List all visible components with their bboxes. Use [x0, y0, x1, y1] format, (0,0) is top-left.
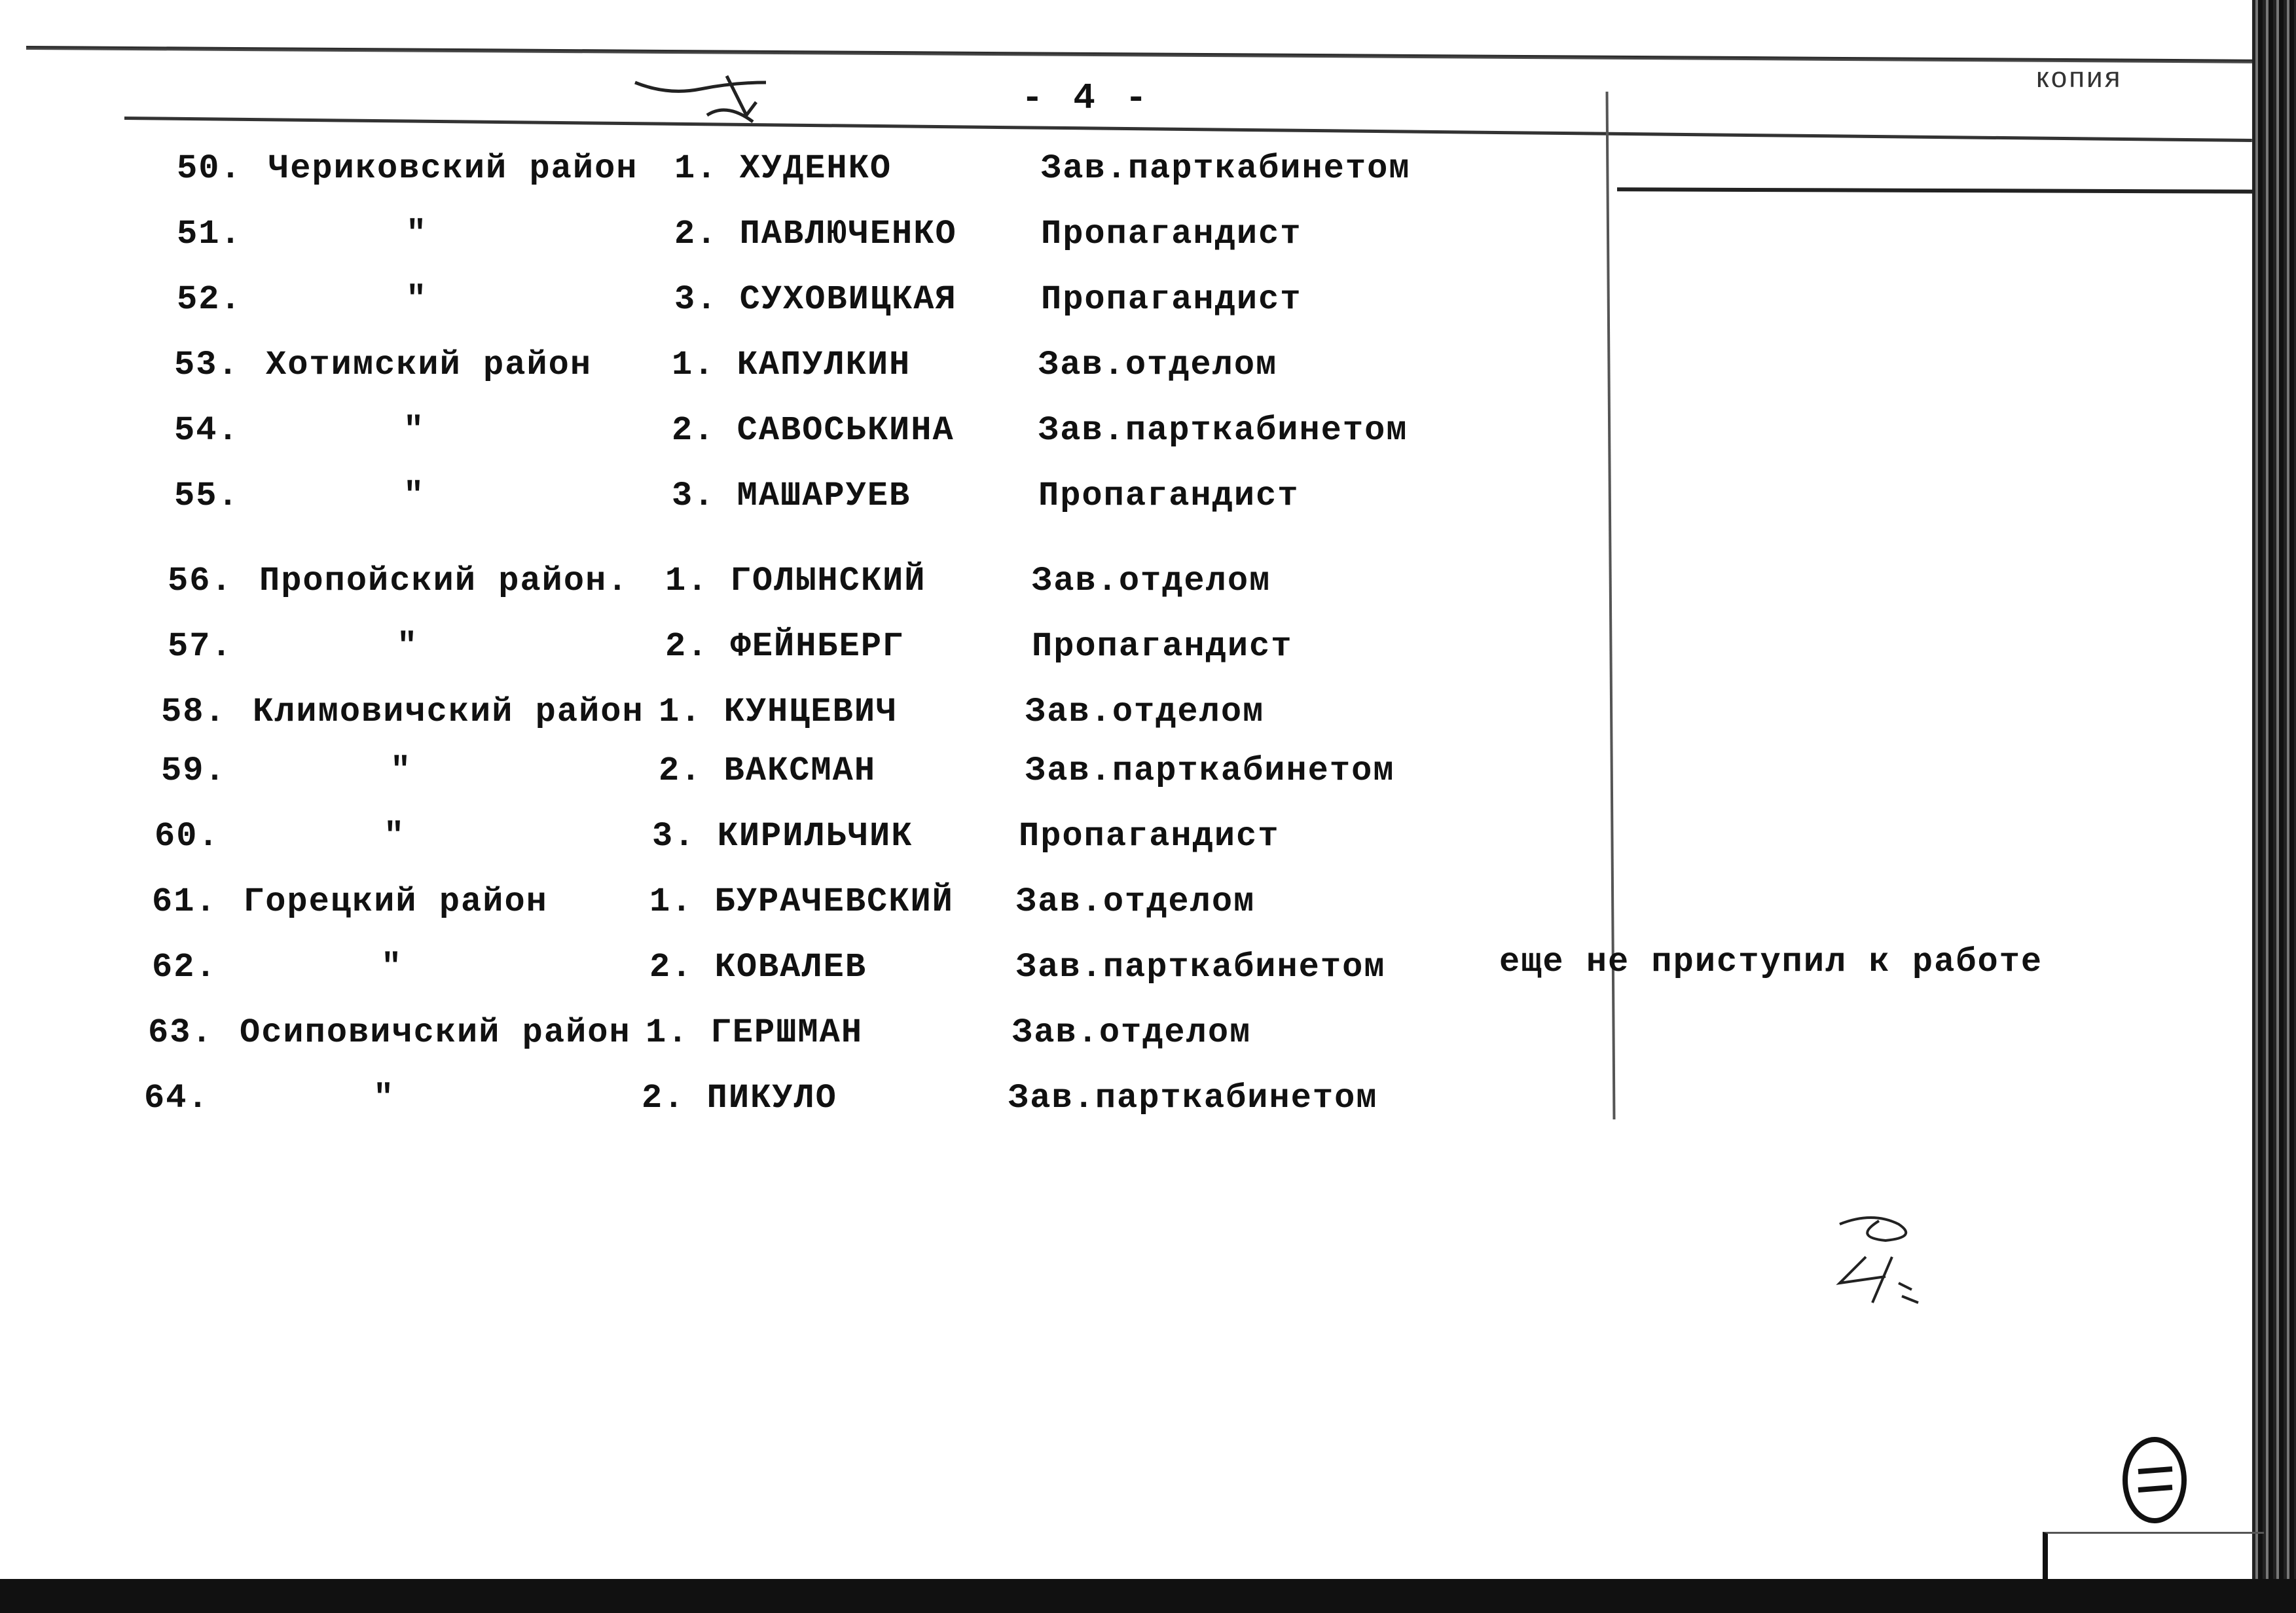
page-number: - 4 - — [1021, 77, 1152, 119]
row-number: 54. — [174, 411, 240, 450]
row-number: 58. — [161, 693, 227, 731]
district-name: " — [403, 411, 426, 450]
district-name: " — [384, 817, 406, 856]
district-name: " — [406, 215, 428, 253]
position-title: Зав.парткабинетом — [1016, 948, 1386, 987]
position-title: Зав.отделом — [1038, 346, 1278, 384]
person-name: 3. КИРИЛЬЧИК — [652, 817, 913, 856]
header-rule — [124, 117, 2252, 142]
person-name: 1. КАПУЛКИН — [672, 346, 911, 384]
district-name: Чериковский район — [268, 149, 638, 188]
position-title: Зав.отделом — [1016, 882, 1256, 921]
list-row — [0, 1079, 2193, 1138]
list-row — [0, 149, 2226, 208]
row-number: 57. — [168, 627, 233, 666]
row-number: 59. — [161, 752, 227, 790]
row-number: 51. — [177, 215, 242, 253]
status-note: еще не приступил к работе — [1499, 943, 2043, 981]
district-name: Горецкий район — [244, 882, 548, 921]
position-title: Зав.отделом — [1025, 693, 1265, 731]
person-name: 1. ХУДЕНКО — [674, 149, 892, 188]
person-name: 1. БУРАЧЕВСКИЙ — [649, 882, 954, 921]
row-number: 60. — [155, 817, 220, 856]
person-name: 2. САВОСЬКИНА — [672, 411, 955, 450]
person-name: 2. ПИКУЛО — [642, 1079, 837, 1117]
row-number: 50. — [177, 149, 242, 188]
list-row — [0, 346, 2223, 405]
district-name: " — [403, 477, 426, 515]
list-row — [0, 215, 2226, 274]
handwritten-signature — [1827, 1211, 1958, 1329]
pen-scribble — [629, 63, 838, 135]
row-number: 52. — [177, 280, 242, 319]
district-name: Осиповичский район — [240, 1013, 631, 1052]
district-name: Климовичский район — [253, 693, 644, 731]
position-title: Зав.парткабинетом — [1041, 149, 1411, 188]
position-title: Зав.отделом — [1012, 1013, 1252, 1052]
district-name: " — [406, 280, 428, 319]
person-name: 2. КОВАЛЕВ — [649, 948, 867, 987]
scan-right-edge — [2252, 0, 2296, 1613]
list-row — [0, 627, 2217, 686]
scan-bottom-edge — [0, 1579, 2296, 1613]
person-name: 2. ПАВЛЮЧЕНКО — [674, 215, 957, 253]
list-row — [0, 693, 2210, 752]
scan-top-edge — [26, 46, 2265, 63]
position-title: Пропагандист — [1041, 215, 1302, 253]
scan-corner-mark — [2043, 1532, 2264, 1586]
row-number: 61. — [152, 882, 217, 921]
list-row — [0, 752, 2210, 810]
row-number: 64. — [144, 1079, 210, 1117]
person-name: 1. ГЕРШМАН — [646, 1013, 864, 1052]
district-name: " — [373, 1079, 395, 1117]
list-row — [0, 411, 2223, 470]
position-title: Зав.парткабинетом — [1025, 752, 1395, 790]
list-row — [0, 280, 2226, 339]
row-number: 53. — [174, 346, 240, 384]
person-name: 3. МАШАРУЕВ — [672, 477, 911, 515]
person-name: 3. СУХОВИЦКАЯ — [674, 280, 957, 319]
position-title: Зав.отделом — [1032, 562, 1271, 600]
list-row — [0, 817, 2204, 876]
position-title: Пропагандист — [1032, 627, 1293, 666]
district-name: " — [381, 948, 403, 987]
list-row — [0, 562, 2217, 621]
person-name: 1. КУНЦЕВИЧ — [659, 693, 898, 731]
position-title: Пропагандист — [1019, 817, 1280, 856]
position-title: Пропагандист — [1041, 280, 1302, 319]
district-name: " — [397, 627, 419, 666]
position-title: Пропагандист — [1038, 477, 1300, 515]
list-row — [0, 1013, 2197, 1072]
person-name: 2. ФЕЙНБЕРГ — [665, 627, 905, 666]
circled-mark — [2119, 1431, 2191, 1529]
district-name: Хотимский район — [266, 346, 592, 384]
position-title: Зав.парткабинетом — [1008, 1079, 1378, 1117]
list-row — [0, 477, 2223, 535]
district-name: " — [390, 752, 412, 790]
person-name: 2. ВАКСМАН — [659, 752, 877, 790]
row-number: 56. — [168, 562, 233, 600]
copy-stamp: копия — [2036, 62, 2123, 94]
position-title: Зав.парткабинетом — [1038, 411, 1408, 450]
row-number: 63. — [148, 1013, 213, 1052]
row-number: 55. — [174, 477, 240, 515]
row-number: 62. — [152, 948, 217, 987]
person-name: 1. ГОЛЫНСКИЙ — [665, 562, 926, 600]
district-name: Пропойский район. — [259, 562, 629, 600]
list-row — [0, 882, 2201, 941]
